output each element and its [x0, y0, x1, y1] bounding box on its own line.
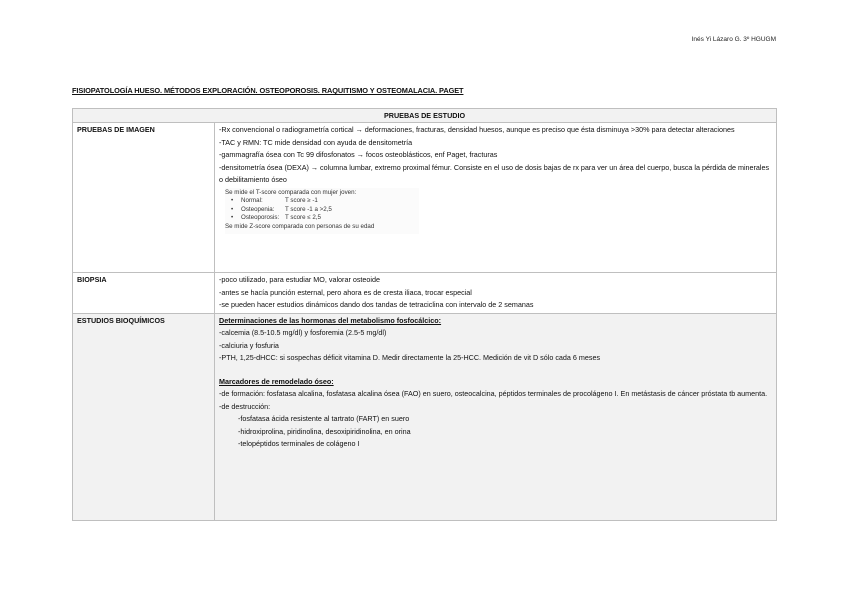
- bioquimicos-line: -calciuria y fosfuria: [219, 340, 279, 350]
- destruccion-item: -hidroxiprolina, piridinolina, desoxipiridinolina, en orina: [238, 426, 411, 436]
- study-table: [72, 108, 777, 521]
- tscore-intro: Se mide el T-score comparada con mujer joven:: [225, 188, 357, 196]
- row-label-imagen: PRUEBAS DE IMAGEN: [73, 123, 215, 273]
- formacion-line: -de formación: fosfatasa alcalina, fosfatasa alcalina ósea (FAO) en suero, osteocalcina, péptidos terminales de procolágeno I. En metástasis de cáncer próstata tb aumenta.: [219, 389, 768, 398]
- destruccion-item: -fosfatasa ácida resistente al tartrato (FART) en suero: [238, 414, 410, 423]
- destruccion-item: -telopéptidos terminales de colágeno I: [238, 439, 360, 448]
- tscore-item: • Osteopenia: T score -1 a >2,5: [241, 206, 419, 215]
- imagen-line: -TAC y RMN: TC mide densidad con ayuda de densitometría: [219, 137, 413, 147]
- row-label-biopsia: BIOPSIA: [73, 273, 215, 314]
- zscore-outro: Se mide Z-score comparada con personas de su edad: [225, 222, 375, 230]
- author-header: Inés Yi Lázaro G. 3º HGUGM: [691, 36, 776, 43]
- imagen-line: -Rx convencional o radiogrametría cortical → deformaciones, fracturas, densidad huesos, aunque es preciso que ésta disminuya >30% para detectar alteraciones: [219, 125, 735, 134]
- bioquimicos-line: -calcemia (8.5-10.5 mg/dl) y fosforemia (2.5-5 mg/dl): [219, 328, 387, 337]
- table-heading: PRUEBAS DE ESTUDIO: [73, 109, 777, 123]
- biopsia-line: -se pueden hacer estudios dinámicos dando dos tandas de tetraciclina con intervalo de 2 semanas: [219, 300, 534, 309]
- bioquimicos-line: -PTH, 1,25-dHCC: si sospechas déficit vitamina D. Medir directamente la 25-HCC. Medición de vit D sólo cada 6 meses: [219, 353, 601, 362]
- row-label-bioquimicos: ESTUDIOS BIOQUÍMICOS: [73, 313, 215, 520]
- row-content-biopsia: [215, 273, 777, 314]
- row-content-imagen: [215, 123, 777, 273]
- tscore-list: [225, 197, 419, 223]
- document-title: FISIOPATOLOGÍA HUESO. MÉTODOS EXPLORACIÓN. OSTEOPOROSIS. RAQUITISMO Y OSTEOMALACIA. PAGET: [72, 86, 464, 95]
- imagen-line: -densitometría ósea (DEXA) → columna lumbar, extremo proximal fémur. Consiste en el uso de dosis bajas de rx para ver un área del cuerpo, busca la pérdida de minerales o debilitamiento óseo: [219, 162, 770, 184]
- marcadores-section-title: Marcadores de remodelado óseo:: [219, 376, 334, 386]
- imagen-line: -gammagrafía ósea con Tc 99 difosfonatos → focos osteoblásticos, enf Paget, fracturas: [219, 150, 498, 159]
- tscore-item: • Osteoporosis: T score ≤ 2,5: [241, 214, 419, 223]
- row-content-bioquimicos: [215, 313, 777, 520]
- row-imagen: [73, 123, 777, 273]
- tscore-item: • Normal: T score ≥ -1: [241, 197, 419, 206]
- biopsia-line: -antes se hacía punción esternal, pero ahora es de cresta iliaca, trocar especial: [219, 287, 472, 297]
- tscore-embedded-image: [225, 188, 419, 235]
- hormonas-section-title: Determinaciones de las hormonas del metabolismo fosfocálcico:: [219, 315, 442, 325]
- destruccion-label: -de destrucción:: [219, 401, 271, 411]
- biopsia-line: -poco utilizado, para estudiar MO, valorar osteoide: [219, 275, 381, 284]
